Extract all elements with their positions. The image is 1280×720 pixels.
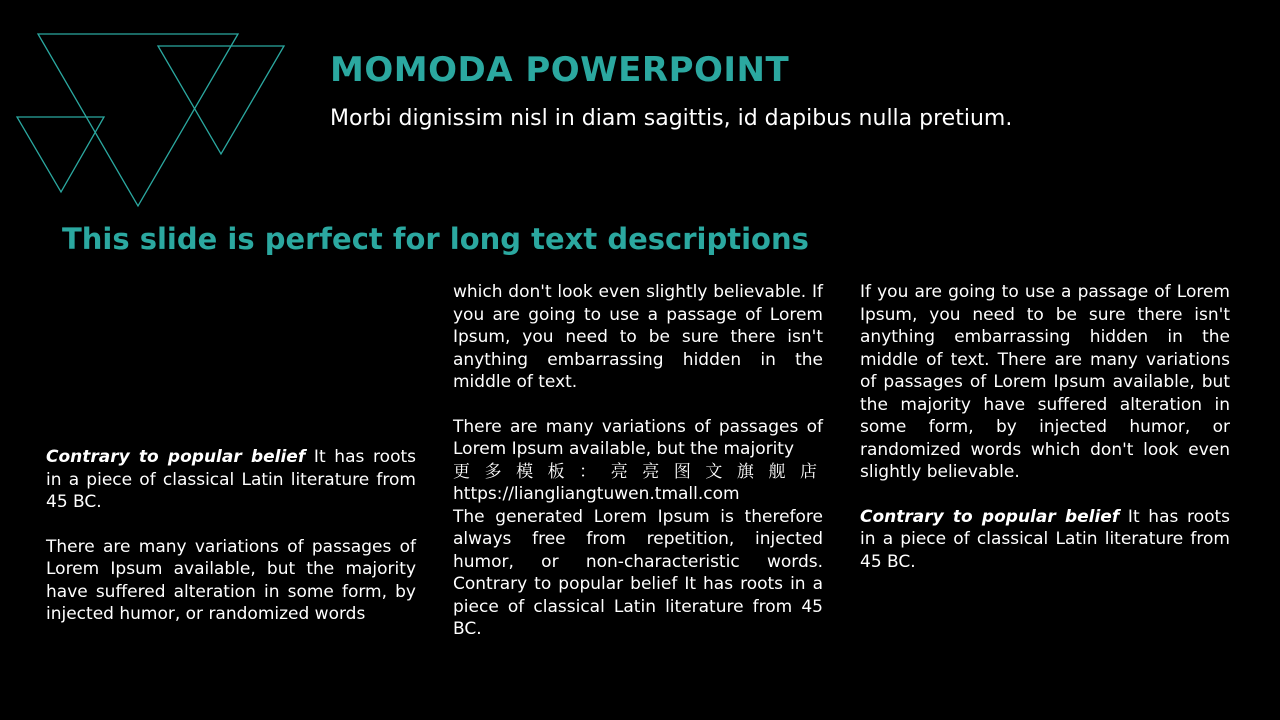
column-paragraph: The generated Lorem Ipsum is therefore always free from repetition, injected humor, or non-characteristic words. Contrary to popular belief It has roots in a piece of classical Latin literature from 45 BC. — [453, 506, 823, 639]
text-column-right — [860, 281, 1230, 573]
slide-title: MOMODA POWERPOINT — [330, 50, 790, 90]
paragraph-text: It has roots in a piece of classical Latin literature from 45 BC. — [860, 506, 1230, 572]
paragraph-text: It has roots in a piece of classical Latin literature from 45 BC. — [46, 447, 416, 512]
text-column-left — [46, 446, 416, 626]
column-paragraph — [453, 416, 823, 506]
paragraph-text: There are many variations of passages of Lorem Ipsum available, but the majority — [453, 416, 823, 459]
column-paragraph: which don't look even slightly believable. If you are going to use a passage of Lorem Ipsum, you need to be sure there isn't anything embarrassing hidden in the middle of text. — [453, 282, 823, 392]
triangle-decoration — [0, 0, 300, 220]
template-store-text: 更多模板：亮亮图文旗舰店 — [453, 461, 823, 482]
paragraph-lead: Contrary to popular belief — [46, 447, 306, 467]
section-heading: This slide is perfect for long text descriptions — [62, 222, 809, 256]
column-paragraph: There are many variations of passages of Lorem Ipsum available, but the majority have suffered alteration in some form, by injected humor, or randomized words — [46, 536, 416, 624]
column-paragraph — [860, 506, 1230, 574]
column-paragraph: If you are going to use a passage of Lorem Ipsum, you need to be sure there isn't anything embarrassing hidden in the middle of text. There are many variations of passages of Lorem Ipsum available, but the majority have suffered alteration in some form, by injected humor, or randomized words which don't look even slightly believable. — [860, 282, 1230, 482]
store-url-text: https://liangliangtuwen.tmall.com — [453, 484, 740, 504]
slide-subtitle: Morbi dignissim nisl in diam sagittis, id dapibus nulla pretium. — [330, 106, 1013, 131]
text-column-middle — [453, 281, 823, 641]
paragraph-lead: Contrary to popular belief — [860, 506, 1120, 527]
triangle-outline-small — [17, 117, 104, 192]
column-paragraph — [46, 446, 416, 514]
